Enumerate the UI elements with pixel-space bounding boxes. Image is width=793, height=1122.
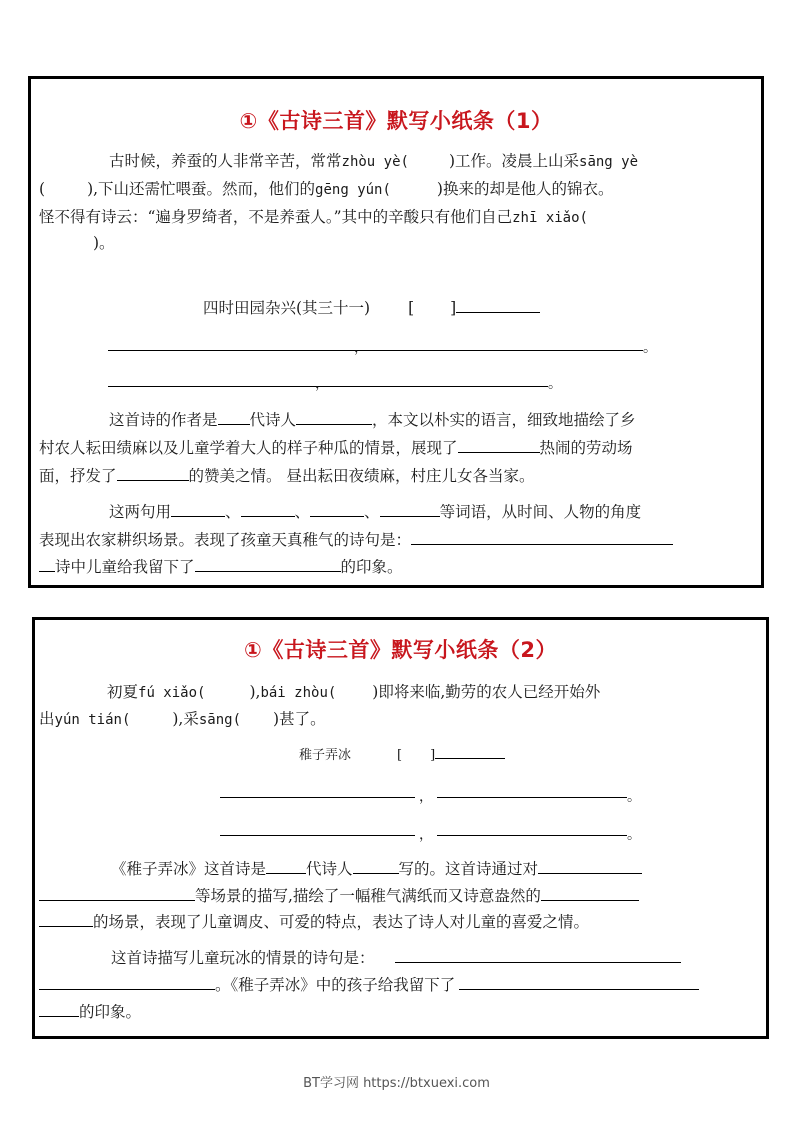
- answer-blank[interactable]: [241, 500, 295, 517]
- poem-line-2b[interactable]: [437, 835, 627, 836]
- question-line: 的场景，表现了儿童调皮、可爱的特点，表达了诗人对儿童的喜爱之情。: [39, 910, 589, 932]
- poem-line-2a[interactable]: [220, 835, 415, 836]
- passage-line: )。: [93, 234, 115, 252]
- answer-blank[interactable]: [171, 500, 225, 517]
- poem-title: 四时田园杂兴(其三十一): [203, 299, 371, 317]
- answer-blank[interactable]: [538, 857, 642, 874]
- question-line: 等场景的描写,描绘了一幅稚气满纸而又诗意盎然的: [39, 884, 639, 906]
- poem-title-line: 四时田园杂兴(其三十一) [ ]: [203, 296, 540, 318]
- question-line: 。《稚子弄冰》中的孩子给我留下了: [39, 973, 699, 995]
- answer-blank[interactable]: [39, 884, 195, 901]
- dictation-card-1: ①《古诗三首》默写小纸条（1） 古时候，养蚕的人非常辛苦，常常zhòu yè( )工作。凌晨上山采sāng yè ( ),下山还需忙喂蚕。然而，他们的gēng yún( )换来的却是他人的锦衣。 怪不得有诗云：“遍身罗绮者，不是养蚕人。”其中的辛酸只有他们自己zhī xiǎo( )。 四时田园杂兴(其三十一) [ ] ， 。 ， 。 这首诗的作者是 代诗人 ，本文以朴实的语言，细致地描绘了乡 村农人耘田绩麻以及儿童学着大人的样子种瓜的情景，展现了 热闹的劳动场 面，抒发了 的赞美之情。 昼出耘田夜绩麻，村庄儿女各当家。 这两句用 、 、 、 等词语，从时间、人物的角度 表现出农家耕织场景。表现了孩童天真稚气的诗句是： 诗中儿童给我留下了 的印象。: [28, 76, 764, 588]
- answer-blank[interactable]: [310, 500, 364, 517]
- answer-blank[interactable]: [353, 857, 399, 874]
- poem-line-1a[interactable]: [220, 797, 415, 798]
- question-line: 这首诗的作者是 代诗人 ，本文以朴实的语言，细致地描绘了乡: [109, 408, 636, 430]
- question-line: 这两句用 、 、 、 等词语，从时间、人物的角度: [109, 500, 641, 522]
- passage-line: 出yún tián( ),采sāng( )甚了。: [39, 710, 326, 728]
- answer-blank[interactable]: [395, 946, 681, 963]
- poem-title: 稚子弄冰: [299, 748, 352, 763]
- answer-blank[interactable]: [296, 408, 372, 425]
- pinyin: yún tián(: [54, 712, 131, 728]
- card-title: ①《古诗三首》默写小纸条（1）: [239, 109, 553, 133]
- question-line: 面，抒发了 的赞美之情。 昼出耘田夜绩麻，村庄儿女各当家。: [39, 464, 534, 486]
- pinyin: bái zhòu(: [260, 685, 337, 701]
- passage-line: 古时候，养蚕的人非常辛苦，常常zhòu yè( )工作。凌晨上山采sāng yè: [109, 152, 639, 170]
- question-line: 诗中儿童给我留下了 的印象。: [39, 555, 403, 577]
- pinyin: sāng yè: [579, 154, 639, 170]
- question-line: 村农人耘田绩麻以及儿童学着大人的样子种瓜的情景，展现了 热闹的劳动场: [39, 436, 633, 458]
- author-blank[interactable]: [435, 742, 505, 759]
- question-line: 《稚子弄冰》这首诗是 代诗人 写的。这首诗通过对: [111, 857, 642, 879]
- answer-blank[interactable]: [39, 555, 55, 572]
- answer-blank[interactable]: [411, 528, 673, 545]
- passage-line: 初夏fú xiǎo( ),bái zhòu( )即将来临,勤劳的农人已经开始外: [107, 683, 601, 701]
- question-line: 表现出农家耕织场景。表现了孩童天真稚气的诗句是：: [39, 528, 673, 550]
- question-line: 这首诗描写儿童玩冰的情景的诗句是：: [111, 946, 681, 968]
- poem-line-1[interactable]: [108, 350, 643, 351]
- answer-blank[interactable]: [39, 973, 215, 990]
- answer-blank[interactable]: [380, 500, 440, 517]
- dictation-card-2: ①《古诗三首》默写小纸条（2） 初夏fú xiǎo( ),bái zhòu( )即将来临,勤劳的农人已经开始外 出yún tián( ),采sāng( )甚了。 稚子弄冰 [ ] ， 。 ， 。 《稚子弄冰》这首诗是 代诗人 写的。这首诗通过对 等场景的描写,描绘了一幅稚气满纸而又诗意盎然的 的场景，表现了儿童调皮、可爱的特点，表达了诗人对儿童的喜爱之情。 这首诗描写儿童玩冰的情景的诗句是： 。《稚子弄冰》中的孩子给我留下了 的印象。: [32, 617, 769, 1039]
- answer-blank[interactable]: [459, 973, 699, 990]
- answer-blank[interactable]: [458, 436, 540, 453]
- pinyin: sāng(: [198, 712, 242, 728]
- answer-blank[interactable]: [218, 408, 250, 425]
- passage-line: ( ),下山还需忙喂蚕。然而，他们的gēng yún( )换来的却是他人的锦衣。: [39, 180, 614, 198]
- poem-title-line: 稚子弄冰 [ ]: [299, 742, 505, 766]
- poem-line-1b[interactable]: [437, 797, 627, 798]
- answer-blank[interactable]: [39, 1000, 79, 1017]
- pinyin: zhòu yè(: [341, 154, 409, 170]
- answer-blank[interactable]: [195, 555, 341, 572]
- question-line: 的印象。: [39, 1000, 141, 1022]
- footer-watermark: BT学习网 https://btxuexi.com: [303, 1076, 490, 1091]
- pinyin: gēng yún(: [315, 182, 391, 198]
- passage-line: 怪不得有诗云：“遍身罗绮者，不是养蚕人。”其中的辛酸只有他们自己zhī xiǎo(: [39, 208, 588, 226]
- answer-blank[interactable]: [117, 464, 189, 481]
- card-title: ①《古诗三首》默写小纸条（2）: [244, 638, 557, 662]
- pinyin: zhī xiǎo(: [512, 210, 588, 226]
- answer-blank[interactable]: [541, 884, 639, 901]
- answer-blank[interactable]: [39, 910, 93, 927]
- pinyin: fú xiǎo(: [138, 685, 206, 701]
- answer-blank[interactable]: [266, 857, 306, 874]
- author-blank[interactable]: [456, 296, 540, 313]
